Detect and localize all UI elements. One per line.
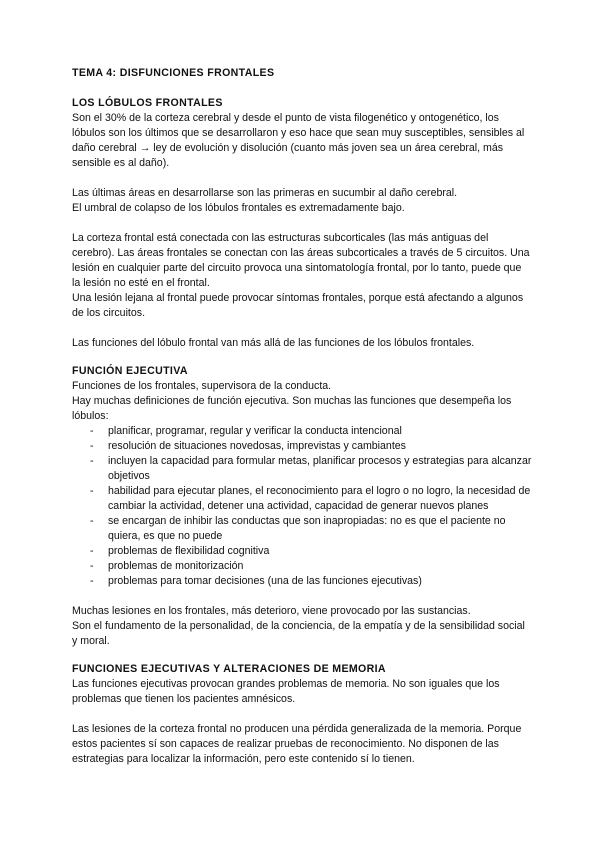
paragraph: Son el 30% de la corteza cerebral y desde el punto de vista filogenético y ontogenético, los lóbulos son los últimos que se desarrollaron y eso hace que sean muy susceptibles, sensibles al daño cerebral → ley de evolución y disolución (cuanto más joven sea un área cerebral, más sensible es al daño). (72, 112, 525, 169)
list-item: - planificar, programar, regular y verificar la conducta intencional (72, 424, 532, 439)
paragraph: La corteza frontal está conectada con las estructuras subcorticales (las más antiguas del cerebro). Las áreas frontales se conectan con las áreas subcorticales a través de 5 circuitos. Una lesión en cualquier parte del circuito provoca una sintomatología frontal, por lo tanto, puede que la lesión no esté en el frontal. (72, 232, 530, 289)
paragraph: Son el fundamento de la personalidad, de la conciencia, de la empatía y de la sensibilidad social y moral. (72, 620, 525, 647)
paragraph: Las funciones del lóbulo frontal van más allá de las funciones de los lóbulos frontales. (72, 337, 475, 349)
paragraph: Muchas lesiones en los frontales, más deterioro, viene provocado por las sustancias. (72, 605, 471, 617)
paragraph: El umbral de colapso de los lóbulos frontales es extremadamente bajo. (72, 202, 405, 214)
document-content (72, 66, 532, 767)
list-item: - se encargan de inhibir las conductas que son inapropiadas: no es que el paciente no quiera, es que no puede (72, 514, 532, 544)
document-title: TEMA 4: DISFUNCIONES FRONTALES (72, 67, 275, 79)
paragraph: Una lesión lejana al frontal puede provocar síntomas frontales, porque está afectando a algunos de los circuitos. (72, 292, 524, 319)
paragraph: Funciones de los frontales, supervisora de la conducta. (72, 380, 332, 392)
section-heading-funcion-ejecutiva: FUNCIÓN EJECUTIVA (72, 365, 188, 377)
paragraph: Las lesiones de la corteza frontal no producen una pérdida generalizada de la memoria. Porque estos pacientes sí son capaces de realizar pruebas de reconocimiento. No disponen de las estrategias para localizar la información, pero este contenido sí lo tienen. (72, 723, 522, 765)
section-heading-memoria: FUNCIONES EJECUTIVAS Y ALTERACIONES DE MEMORIA (72, 663, 386, 675)
list-item: - habilidad para ejecutar planes, el reconocimiento para el logro o no logro, la necesidad de cambiar la actividad, detener una actividad, capacidad de generar nuevos planes (72, 484, 532, 514)
list-item: - problemas de flexibilidad cognitiva (72, 544, 532, 559)
list-item: - problemas para tomar decisiones (una de las funciones ejecutivas) (72, 574, 532, 589)
list-item: - problemas de monitorización (72, 559, 532, 574)
paragraph: Hay muchas definiciones de función ejecutiva. Son muchas las funciones que desempeña los lóbulos: (72, 395, 512, 422)
paragraph: Las últimas áreas en desarrollarse son las primeras en sucumbir al daño cerebral. (72, 187, 458, 199)
list-item: - incluyen la capacidad para formular metas, planificar procesos y estrategias para alcanzar objetivos (72, 454, 532, 484)
section-heading-lobulos: LOS LÓBULOS FRONTALES (72, 97, 223, 109)
paragraph: Las funciones ejecutivas provocan grandes problemas de memoria. No son iguales que los problemas que tienen los pacientes amnésicos. (72, 678, 500, 705)
list-item: - resolución de situaciones novedosas, imprevistas y cambiantes (72, 439, 532, 454)
bullet-list (72, 424, 532, 589)
